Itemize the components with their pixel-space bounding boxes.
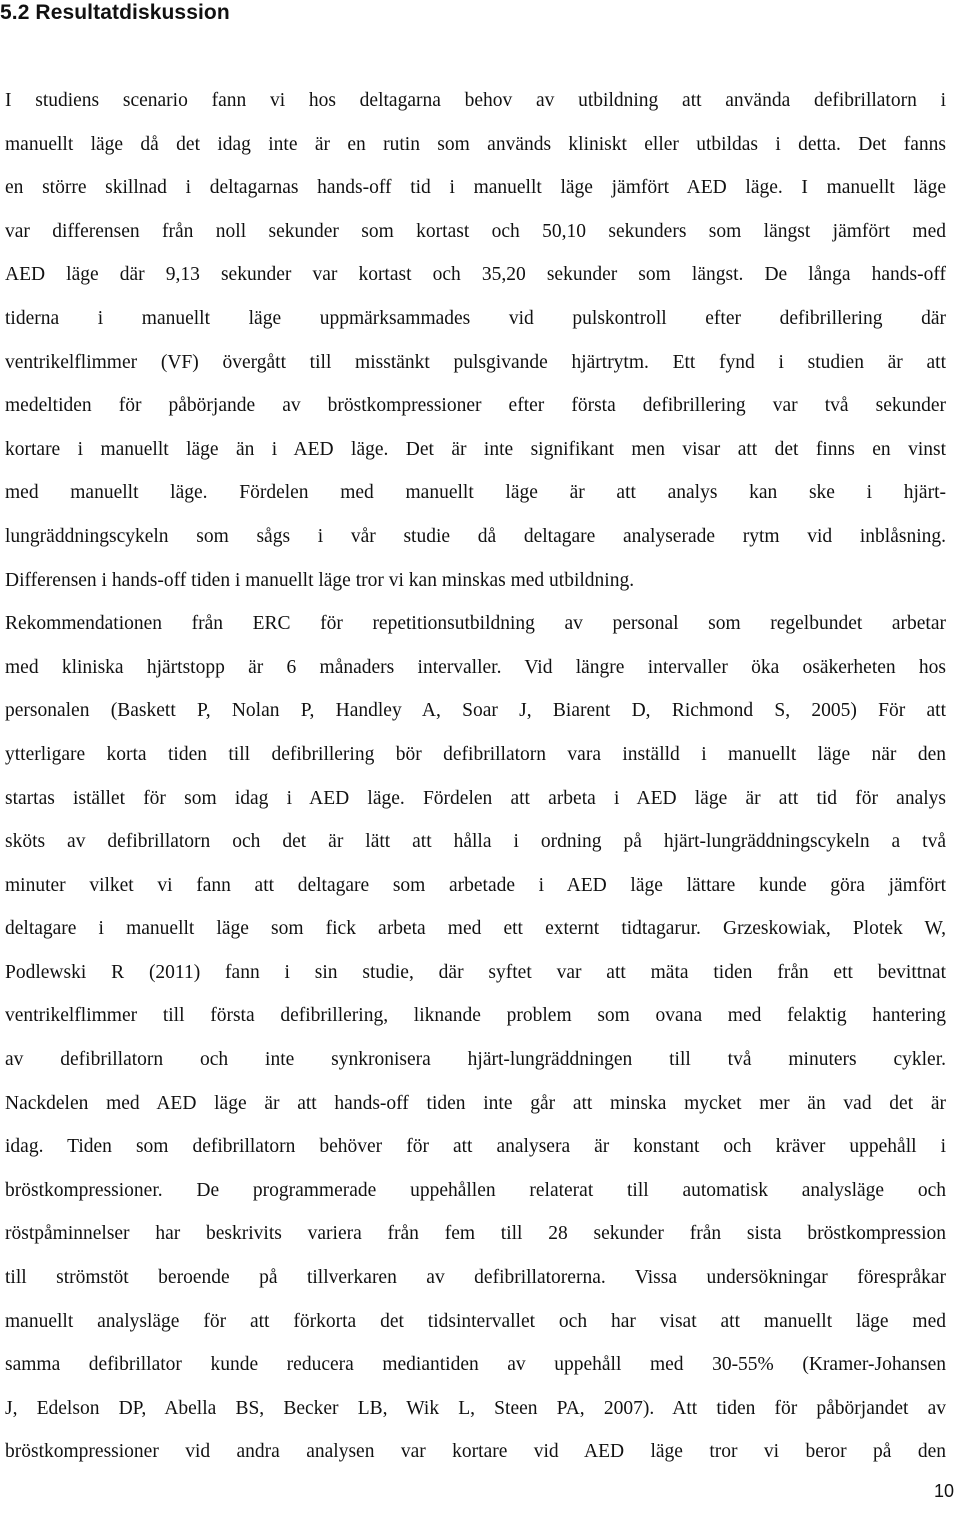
text-line: en större skillnad i deltagarnas hands-off tid i manuellt läge jämfört AED läge. I manuellt läge xyxy=(5,177,946,199)
text-line: bröstkompressioner vid andra analysen var kortare vid AED läge tror vi beror på den xyxy=(5,1441,946,1463)
text-line: ventrikelflimmer (VF) övergått till misstänkt pulsgivande hjärtrytm. Ett fynd i studien är att xyxy=(5,351,946,373)
body-paragraph xyxy=(0,79,960,1474)
text-line: röstpåminnelser har beskrivits variera från fem till 28 sekunder från sista bröstkompression xyxy=(5,1223,946,1245)
text-line: Differensen i hands-off tiden i manuellt läge tror vi kan minskas med utbildning. xyxy=(5,569,635,591)
text-line: ytterligare korta tiden till defibrillering bör defibrillatorn vara inställd i manuellt läge när den xyxy=(5,743,946,765)
text-line: Podlewski R (2011) fann i sin studie, där syftet var att mäta tiden från ett bevittnat xyxy=(5,961,946,983)
page-number: 10 xyxy=(933,1481,954,1501)
text-line: deltagare i manuellt läge som fick arbeta med ett externt tidtagarur. Grzeskowiak, Plotek W, xyxy=(5,918,946,940)
text-line: ventrikelflimmer till första defibrillering, liknande problem som ovana med felaktig hantering xyxy=(5,1005,946,1027)
text-line: Rekommendationen från ERC för repetitionsutbildning av personal som regelbundet arbetar xyxy=(5,613,946,635)
text-line: samma defibrillator kunde reducera mediantiden av uppehåll med 30-55% (Kramer-Johansen xyxy=(5,1354,946,1376)
text-line: AED läge där 9,13 sekunder var kortast och 35,20 sekunder som längst. De långa hands-off xyxy=(5,264,946,286)
section-heading: 5.2 Resultatdiskussion xyxy=(0,1,230,24)
text-line: startas istället för som idag i AED läge. Fördelen att arbeta i AED läge är att tid för analys xyxy=(5,787,946,809)
text-line: bröstkompressioner. De programmerade uppehållen relaterat till automatisk analysläge och xyxy=(5,1179,946,1201)
text-line: manuellt läge då det idag inte är en rutin som används kliniskt eller utbildas i detta. Det fanns xyxy=(5,133,946,155)
text-line: kortare i manuellt läge än i AED läge. Det är inte signifikant men visar att det finns en vinst xyxy=(5,438,946,460)
text-line: till strömstöt beroende på tillverkaren av defibrillatorerna. Vissa undersökningar förespråkar xyxy=(5,1267,946,1289)
text-line: medeltiden för påbörjande av bröstkompressioner efter första defibrillering var två sekunder xyxy=(5,395,946,417)
text-line: med kliniska hjärtstopp är 6 månaders intervaller. Vid längre intervaller öka osäkerheten hos xyxy=(5,656,946,678)
text-line: J, Edelson DP, Abella BS, Becker LB, Wik L, Steen PA, 2007). Att tiden för påbörjandet av xyxy=(5,1397,946,1419)
text-line: minuter vilket vi fann att deltagare som arbetade i AED läge lättare kunde göra jämfört xyxy=(5,874,946,896)
text-line: var differensen från noll sekunder som kortast och 50,10 sekunders som längst jämfört med xyxy=(5,220,946,242)
text-line: Nackdelen med AED läge är att hands-off tiden inte går att minska mycket mer än vad det är xyxy=(5,1092,946,1114)
text-line: av defibrillatorn och inte synkronisera hjärt-lungräddningen till två minuters cykler. xyxy=(5,1049,946,1071)
text-line: sköts av defibrillatorn och det är lätt att hålla i ordning på hjärt-lungräddningscykeln a två xyxy=(5,831,946,853)
text-line: personalen (Baskett P, Nolan P, Handley A, Soar J, Biarent D, Richmond S, 2005) För att xyxy=(5,700,946,722)
text-line: idag. Tiden som defibrillatorn behöver för att analysera är konstant och kräver uppehåll i xyxy=(5,1136,946,1158)
text-line: tiderna i manuellt läge uppmärksammades vid pulskontroll efter defibrillering där xyxy=(5,307,946,329)
text-line: med manuellt läge. Fördelen med manuellt läge är att analys kan ske i hjärt- xyxy=(5,482,946,504)
text-line: lungräddningscykeln som sågs i vår studie då deltagare analyserade rytm vid inblåsning. xyxy=(5,525,946,547)
text-line: I studiens scenario fann vi hos deltagarna behov av utbildning att använda defibrillatorn i xyxy=(5,90,946,111)
text-line: manuellt analysläge för att förkorta det tidsintervallet och har visat att manuellt läge med xyxy=(5,1310,946,1332)
